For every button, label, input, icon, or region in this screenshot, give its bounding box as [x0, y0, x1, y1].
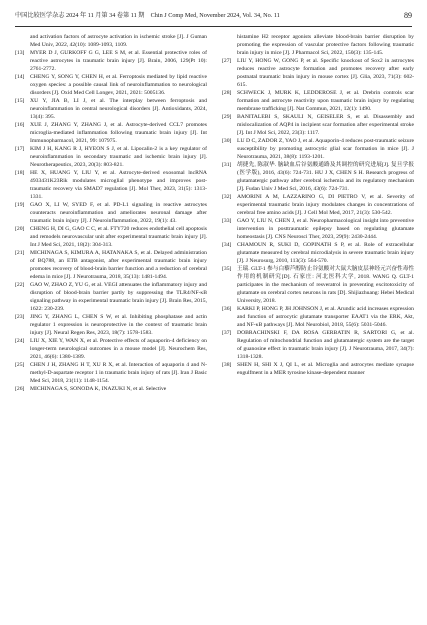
- reference-entry: [222, 137, 414, 161]
- reference-entry: [15, 225, 207, 249]
- left-column: [15, 33, 207, 618]
- reference-number: [18]: [15, 170, 25, 176]
- reference-entry: [15, 249, 207, 281]
- reference-number: [23]: [15, 314, 25, 320]
- reference-number: [26]: [15, 386, 25, 392]
- reference-entry: [222, 305, 414, 329]
- reference-number: [13]: [15, 50, 25, 56]
- reference-entry: [15, 145, 207, 169]
- reference-text: XU Y, JIA B, LI J, et al. The interplay between ferroptosis and neuroinflammation in central neurological disorders [J]. Antioxidants, 2024, 13(4): 395.: [30, 98, 207, 120]
- reference-text: AMORINI A M, LAZZARINO G, DI PIETRO V, et al. Severity of experimental traumatic brain injury modulates changes in concentrations of cerebral free amino acids [J]. J Cell Mol Med, 2017, 21(3): 530-542.: [237, 194, 414, 216]
- reference-text: LIU X, XIE Y, WAN X, et al. Protective effects of aquaporin-4 deficiency on longer-term neurological outcomes in a mouse model [J]. Neurochem Res, 2021, 46(6): 1380-1389.: [30, 338, 207, 360]
- reference-entry: [222, 161, 414, 193]
- reference-text: 王瑞. GLT-1 参与白藜芦醇防止谷氨酸对大鼠大脑皮层神经元兴奋性毒性作用的机制研究[D]. 石家庄: 河北医科大学, 2018. WANG Q. GLT-1 participates in the mechanism of resveratrol in preventing excitotoxicity of glutamate on cerebral cortex neurons in rats [D]. Shijiazhuang: Hebei Medical University, 2018.: [237, 266, 414, 304]
- reference-text: CHEN J H, ZHANG H T, XU R X, et al. Interaction of aquaporin 4 and N-methyl-D-aspartate receptor 1 in traumatic brain injury of rats [J]. Iran J Basic Med Sci, 2018, 21(11): 1148-1154.: [30, 362, 207, 384]
- reference-number: [24]: [15, 338, 25, 344]
- reference-number: [36]: [222, 306, 232, 312]
- reference-entry: [15, 97, 207, 121]
- reference-entry: [15, 73, 207, 97]
- reference-text: BANITALEBI S, SKAULI N, GEISELER S, et al. Disassembly and mislocalization of AQP4 in incipient scar formation after experimental stroke [J]. Int J Mol Sci, 2022, 23(3): 1117.: [237, 114, 414, 136]
- reference-number: [32]: [222, 194, 232, 200]
- reference-entry: [15, 385, 207, 393]
- reference-text: HE X, HUANG Y, LIU Y, et al. Astrocyte-derived exosomal lncRNA 4933431K23Rik modulates microglial phenotype and improves post-traumatic recovery via SMAD7 regulation [J]. Mol Ther, 2023, 31(5): 1313-1331.: [30, 170, 207, 200]
- reference-entry: [15, 337, 207, 361]
- reference-entry: [15, 281, 207, 313]
- reference-entry: [15, 49, 207, 73]
- reference-entry: [222, 113, 414, 137]
- reference-number: [28]: [222, 90, 232, 96]
- reference-entry: [222, 193, 414, 217]
- reference-entry: [15, 201, 207, 225]
- reference-entry: [222, 57, 414, 89]
- reference-text: CHENG H, DI G, GAO C C, et al. FTY720 reduces endothelial cell apoptosis and remodels neurovascular unit after experimental traumatic brain injury [J]. Int J Med Sci, 2021, 18(2): 304-313.: [30, 226, 207, 248]
- reference-number: [34]: [222, 242, 232, 248]
- running-header: [15, 10, 412, 27]
- reference-number: [16]: [15, 122, 25, 128]
- reference-entry: [15, 361, 207, 385]
- reference-entry: [222, 241, 414, 265]
- reference-number: [38]: [222, 362, 232, 368]
- reference-text: SCHWECK J, MURK K, LEDDEROSE J, et al. Drebrin controls scar formation and astrocyte reactivity upon traumatic brain injury by regulating membrane trafficking [J]. Nat Commun, 2021, 12(1): 1490.: [237, 90, 414, 112]
- reference-number: [17]: [15, 146, 25, 152]
- journal-citation-line: 中国比较医学杂志 2024 年 11 月第 34 卷第 11 期 Chin J Comp Med, November 2024, Vol. 34, No. 11: [15, 12, 280, 19]
- reference-text: 胡捷先, 陈淑华. 脑缺血后谷氨酸通路及其调控的研究进展[J]. 复旦学报(医学版), 2016, 43(6): 724-731. HU J X, CHEN S H. Research progress of glutamatergic pathway after cerebral ischemia and its regulatory mechanism [J]. Fudan Univ J Med Sci, 2016, 43(6): 724-731.: [237, 162, 414, 192]
- reference-number: [27]: [222, 58, 232, 64]
- reference-text: GAO W, ZHAO Z, YU G, et al. VEGI attenuates the inflammatory injury and disruption of blood-brain barrier partly by suppressing the TLR4/NF-κB signaling pathway in experimental traumatic brain injury [J]. Brain Res, 2015, 1622: 230-239.: [30, 282, 207, 312]
- reference-number: [25]: [15, 362, 25, 368]
- reference-number: [15]: [15, 98, 25, 104]
- reference-number: [37]: [222, 330, 232, 336]
- reference-text: SHEN H, SHI X J, QI L, et al. Microglia and astrocytes mediate synapse engulfment in a MER tyrosine kinase-dependent manner: [237, 362, 414, 376]
- reference-continuation: histamine H2 receptor agonists alleviate blood-brain barrier disruption by promoting the expression of vascular protective factors following traumatic brain injury in mice [J]. J Pharmacol Sci, 2022, 150(3): 135-145.: [237, 34, 414, 56]
- right-column: [222, 33, 414, 618]
- reference-text: DOBRACHINSKI F, DA ROSA GERBATIN R, SARTORI G, et al. Regulation of mitochondrial function and glutamatergic system are the target of guanosine effect in traumatic brain injury [J]. J Neurotrauma, 2017, 34(7): 1318-1328.: [237, 330, 414, 360]
- reference-entry: [15, 169, 207, 201]
- reference-text: LU D C, ZADOR Z, YAO J, et al. Aquaporin-4 reduces post-traumatic seizure susceptibility by promoting astrocytic glial scar formation in mice [J]. J Neurotrauma, 2021, 38(8): 1193-1201.: [237, 138, 414, 160]
- reference-number: [22]: [15, 282, 25, 288]
- reference-entry: [222, 265, 414, 305]
- reference-number: [19]: [15, 202, 25, 208]
- reference-text: MICHINAGA S, KIMURA A, HATANAKA S, et al. Delayed administration of BQ788, an ETB antagonist, after experimental traumatic brain injury promotes recovery of blood-brain barrier function and a reduction of cerebral edema in mice [J]. J Neurotrauma, 2018, 35(13): 1481-1494.: [30, 250, 207, 280]
- reference-number: [14]: [15, 74, 25, 80]
- reference-number: [20]: [15, 226, 25, 232]
- reference-entry: [15, 121, 207, 145]
- reference-continuation: and activation factors of astrocyte activation in ischemic stroke [J]. J Guman Med Univ, 2022, 42(10): 1089-1093, 1109.: [30, 34, 207, 48]
- reference-number: [29]: [222, 114, 232, 120]
- reference-entry: [222, 361, 414, 377]
- reference-number: [35]: [222, 266, 232, 272]
- reference-text: LIU Y, HONG W, GONG P, et al. Specific knockout of Sox2 in astrocytes reduces reactive astrocyte formation and promotes recovery after early postnatal traumatic brain injury in mouse cortex [J]. Glia, 2023, 71(3): 602-615.: [237, 58, 414, 88]
- reference-text: MYER D J, GURKOFF G G, LEE S M, et al. Essential protective roles of reactive astrocytes in traumatic brain injury [J]. Brain, 2006, 129(Pt 10): 2761-2772.: [30, 50, 207, 72]
- reference-entry: [222, 217, 414, 241]
- reference-text: MICHINAGA S, SONODA K, INAZUKI N, et al. Selective: [30, 386, 167, 392]
- reference-number: [33]: [222, 218, 232, 224]
- reference-text: CHAMOUN R, SUKI D, GOPINATH S P, et al. Role of extracellular glutamate measured by cerebral microdialysis in severe traumatic brain injury [J]. J Neurosurg, 2010, 113(3): 564-570.: [237, 242, 414, 264]
- reference-text: CHENG Y, SONG Y, CHEN H, et al. Ferroptosis mediated by lipid reactive oxygen species: a possible causal link of neuroinflammation to neurological disorders [J]. Oxid Med Cell Longev, 2021, 2021: 5005136.: [30, 74, 207, 96]
- reference-number: [21]: [15, 250, 25, 256]
- reference-entry: [222, 329, 414, 361]
- reference-number: [31]: [222, 162, 232, 168]
- reference-text: JING Y, ZHANG L, CHEN S W, et al. Inhibiting phosphatase and actin regulator 1 expression is neuroprotective in the context of traumatic brain injury [J]. Neural Regen Res, 2023, 18(7): 1578-1583.: [30, 314, 207, 336]
- reference-text: XUE J, ZHANG Y, ZHANG J, et al. Astrocyte-derived CCL7 promotes microglia-mediated inflammation following traumatic brain injury [J]. Int Immunopharmacol, 2021, 99: 107975.: [30, 122, 207, 144]
- reference-text: KARKI P, HONG P, JH JOHNSON J, et al. Arundic acid increases expression and function of astrocytic glutamate transporter EAAT1 via the ERK, Akt, and NF-κB pathways [J]. Mol Neurobiol, 2018, 55(6): 5031-5046.: [237, 306, 414, 328]
- reference-number: [30]: [222, 138, 232, 144]
- reference-text: GAO X, LI W, SYED F, et al. PD-L1 signaling in reactive astrocytes counteracts neuroinflammation and ameliorates neuronal damage after traumatic brain injury [J]. J Neuroinflammation, 2022, 19(1): 43.: [30, 202, 207, 224]
- reference-entry: [15, 313, 207, 337]
- reference-entry: [222, 89, 414, 113]
- reference-text: KIM J H, KANG R J, HYEON S J, et al. Lipocalin-2 is a key regulator of neuroinflammation in secondary traumatic and ischemic brain injury [J]. Neurotherapeutics, 2023, 20(3): 803-821.: [30, 146, 207, 168]
- page-number: 89: [404, 11, 412, 20]
- reference-text: GAO Y, LIU N, CHEN J, et al. Neuropharmacological insight into preventive intervention in posttraumatic epilepsy based on regulating glutamate homeostasis [J]. CNS Neurosci Ther, 2023, 29(9): 2430-2444.: [237, 218, 414, 240]
